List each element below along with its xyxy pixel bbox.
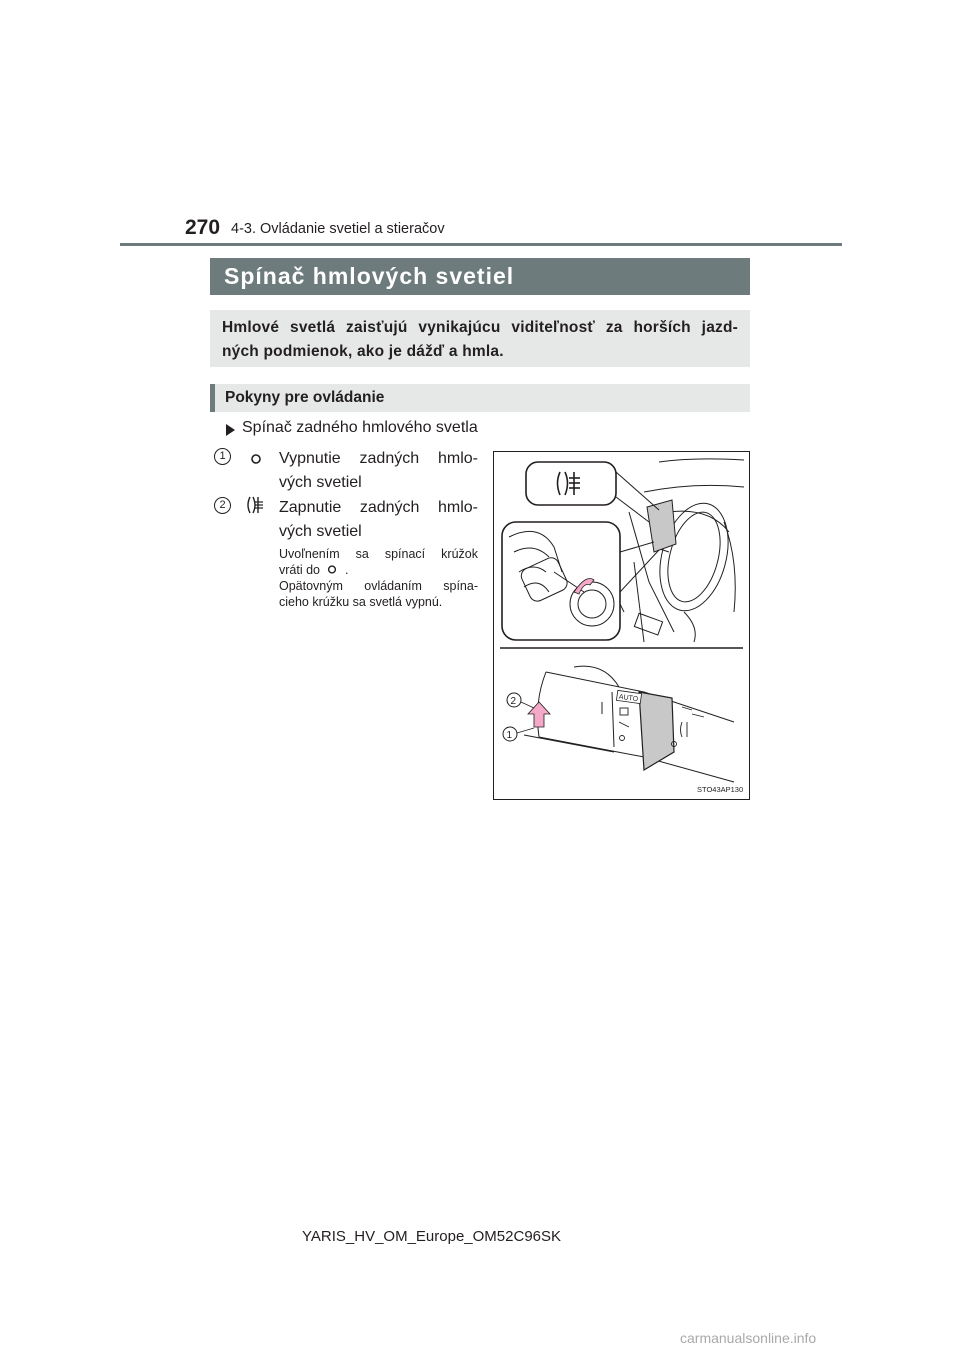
figure-callout-1: 1: [506, 730, 513, 741]
note-line-4: cieho krúžku sa svetlá vypnú.: [279, 595, 443, 609]
watermark: carmanualsonline.info: [680, 1330, 817, 1346]
steering-switch-illustration: [494, 452, 749, 799]
note-line-3: Opätovným ovládaním spína-: [279, 579, 478, 593]
figure-code: STO43AP130: [697, 785, 744, 794]
note-line-1: Uvoľnením sa spínací krúžok: [279, 547, 478, 561]
sub-heading: Pokyny pre ovládanie: [210, 384, 750, 412]
note-text: [279, 546, 478, 610]
intro-line-1: Hmlové svetlá zaisťujú vynikajúcu viditeľnosť za horších jazd-: [222, 319, 738, 336]
bullet-triangle-icon: [226, 424, 235, 436]
footer-doc-id: YARIS_HV_OM_Europe_OM52C96SK: [302, 1228, 562, 1245]
main-heading: Spínač hmlových svetiel: [210, 258, 750, 295]
note-line-2-end: .: [344, 563, 349, 577]
item-2-line-1: Zapnutie zadných hmlo-: [279, 499, 478, 516]
subsection-title: Spínač zadného hmlového svetla: [242, 419, 478, 436]
item-1-line-2: vých svetiel: [279, 474, 362, 491]
switch-auto-label: AUTO: [618, 693, 639, 704]
figure-callout-2: 2: [510, 696, 517, 707]
header-rule: [120, 243, 842, 246]
intro-line-2: ných podmienok, ako je dážď a hmla.: [222, 343, 504, 360]
item-2-text: [279, 496, 478, 544]
off-ring-icon: [249, 452, 263, 466]
item-2-line-2: vých svetiel: [279, 523, 362, 540]
item-number-1: 1: [214, 448, 231, 465]
item-1-text: [279, 447, 478, 495]
note-line-2-start: vráti do: [279, 563, 320, 577]
page-number: 270: [185, 216, 221, 239]
intro-box: [210, 310, 750, 367]
section-title: 4-3. Ovládanie svetiel a stieračov: [231, 221, 445, 237]
item-1-line-1: Vypnutie zadných hmlo-: [279, 450, 478, 467]
note-line-2: [279, 562, 478, 578]
figure-illustration: [493, 451, 750, 800]
rear-fog-light-icon: [244, 494, 266, 516]
item-number-2: 2: [214, 497, 231, 514]
off-ring-icon: [323, 564, 341, 575]
